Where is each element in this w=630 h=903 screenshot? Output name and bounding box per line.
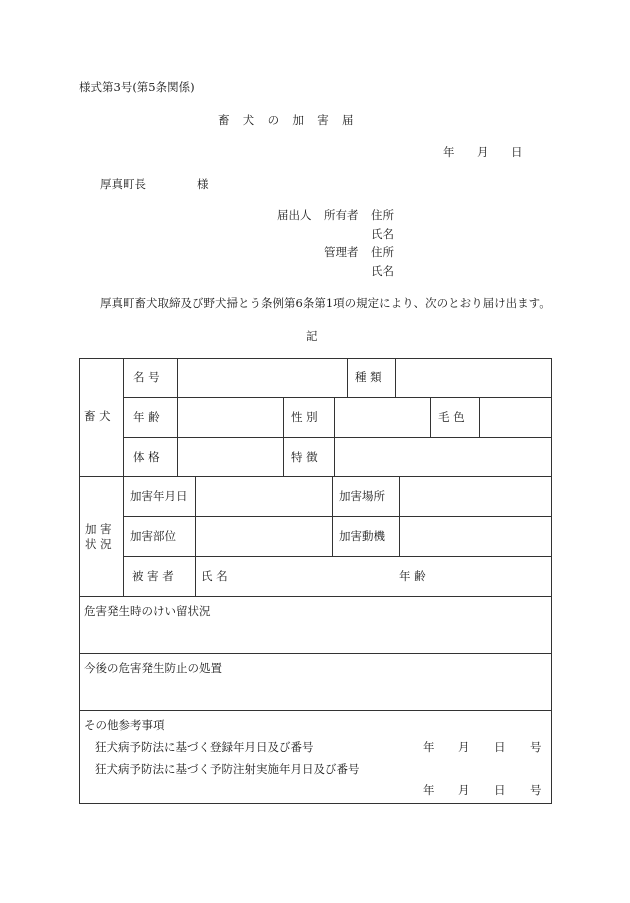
dog-name-label: 名 号 <box>133 370 160 384</box>
registration-label: 狂犬病予防法に基づく登録年月日及び番号 <box>95 740 314 754</box>
note-heading: 記 <box>306 329 318 343</box>
dog-breed-field[interactable] <box>395 358 552 397</box>
addressee-name: 厚真町長 <box>100 177 146 191</box>
damage-section-label-line1: 加 害 <box>85 522 112 536</box>
damage-body-part-field[interactable] <box>195 516 332 556</box>
dog-name-field[interactable] <box>177 358 347 397</box>
date-month-label: 月 <box>477 145 489 159</box>
victim-age-label: 年 齢 <box>399 569 426 583</box>
other-heading: その他参考事項 <box>84 718 165 732</box>
dog-features-label: 特 徴 <box>291 450 318 464</box>
prevention-field[interactable] <box>79 677 552 710</box>
prevention-label: 今後の危害発生防止の処置 <box>84 661 222 675</box>
dog-section-label: 畜 犬 <box>84 409 111 423</box>
vaccination-label: 狂犬病予防法に基づく予防注射実施年月日及び番号 <box>95 762 360 776</box>
damage-place-label: 加害場所 <box>339 489 385 503</box>
dog-sex-label: 性 別 <box>291 410 318 424</box>
dog-build-field[interactable] <box>177 437 283 476</box>
dog-coat-color-label: 毛 色 <box>438 410 465 424</box>
vaccination-month-label: 月 <box>458 783 470 797</box>
damage-date-label: 加害年月日 <box>130 489 188 503</box>
owner-label: 所有者 <box>324 208 359 222</box>
page-title: 畜 犬 の 加 害 届 <box>218 113 355 127</box>
registration-year-label: 年 <box>423 740 435 754</box>
dog-coat-color-field[interactable] <box>479 397 552 437</box>
registration-month-label: 月 <box>458 740 470 754</box>
vaccination-number-label: 号 <box>530 783 542 797</box>
date-year-label: 年 <box>443 145 455 159</box>
vaccination-day-label: 日 <box>494 783 506 797</box>
damage-body-part-label: 加害部位 <box>130 529 176 543</box>
vaccination-year-label: 年 <box>423 783 435 797</box>
statement-text: 厚真町畜犬取締及び野犬掃とう条例第6条第1項の規定により、次のとおり届け出ます。 <box>100 296 551 310</box>
dog-breed-label: 種 類 <box>355 370 382 384</box>
applicant-label: 届出人 <box>277 208 312 222</box>
registration-day-label: 日 <box>494 740 506 754</box>
damage-motive-label: 加害動機 <box>339 529 385 543</box>
damage-place-field[interactable] <box>399 476 552 516</box>
manager-name-label: 氏名 <box>371 264 394 278</box>
report-form-table <box>79 358 552 804</box>
manager-address-label: 住所 <box>371 245 394 259</box>
dog-age-field[interactable] <box>177 397 283 437</box>
detention-label: 危害発生時のけい留状況 <box>84 604 211 618</box>
victim-name-field[interactable] <box>234 556 394 596</box>
damage-motive-field[interactable] <box>399 516 552 556</box>
victim-label: 被 害 者 <box>132 569 174 583</box>
dog-build-label: 体 格 <box>133 450 160 464</box>
damage-section-label-line2: 状 況 <box>85 537 112 551</box>
dog-sex-field[interactable] <box>334 397 430 437</box>
registration-number-label: 号 <box>530 740 542 754</box>
owner-address-label: 住所 <box>371 208 394 222</box>
victim-name-label: 氏 名 <box>201 569 228 583</box>
damage-date-field[interactable] <box>195 476 332 516</box>
owner-name-label: 氏名 <box>371 227 394 241</box>
dog-age-label: 年 齢 <box>133 410 160 424</box>
addressee-honorific: 様 <box>197 177 209 191</box>
manager-label: 管理者 <box>324 245 359 259</box>
dog-features-field[interactable] <box>334 437 552 476</box>
detention-field[interactable] <box>79 620 552 653</box>
form-number: 様式第3号(第5条関係) <box>79 80 195 94</box>
date-day-label: 日 <box>511 145 523 159</box>
